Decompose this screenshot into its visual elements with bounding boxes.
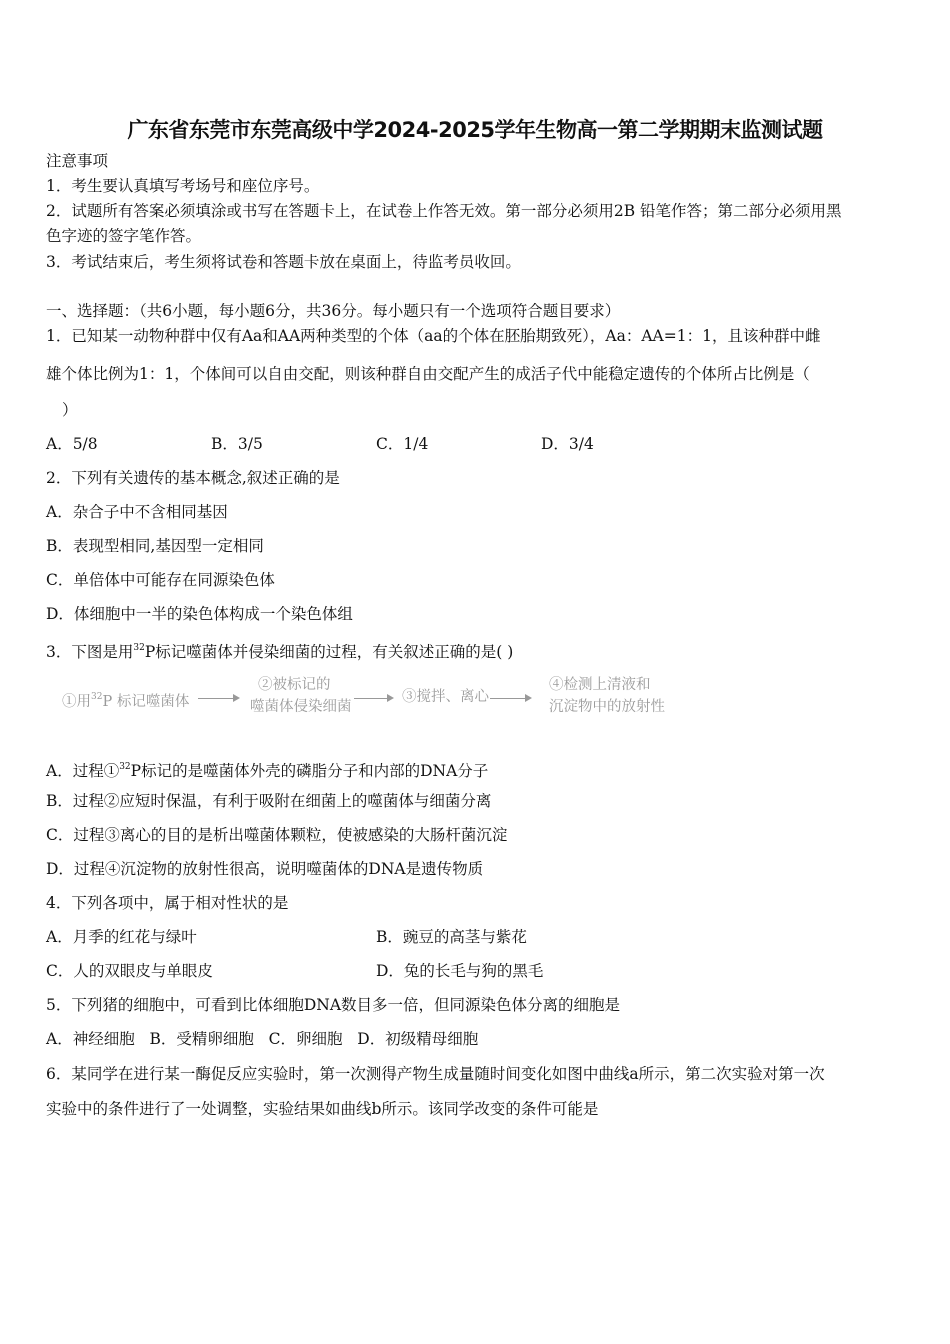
q1-option-d: D．3/4: [541, 435, 594, 453]
diagram-step-1: [62, 687, 189, 712]
q3-stem: [46, 638, 513, 662]
q3-option-d: D．过程④沉淀物的放射性很高，说明噬菌体的DNA是遗传物质: [46, 860, 484, 878]
q1-stem: ）: [62, 401, 78, 419]
q3-optA-pre: A．过程①: [46, 762, 120, 780]
q3-optA-post: P标记的是噬菌体外壳的磷脂分子和内部的DNA分子: [130, 762, 489, 780]
q3-stem-post: P标记噬菌体并侵染细菌的过程，有关叙述正确的是( ): [144, 643, 514, 661]
q3-process-diagram: [62, 675, 672, 721]
q3-optA-sup: 32: [119, 762, 131, 772]
q1-stem: 雄个体比例为1：1，个体间可以自由交配，则该种群自由交配产生的成活子代中能稳定遗传的个体所占比例是（: [46, 365, 810, 383]
q1-option-c: C．1/4: [376, 435, 429, 453]
q6-stem: 6．某同学在进行某一酶促反应实验时，第一次测得产物生成量随时间变化如图中曲线a所示，第二次实验对第一次: [46, 1065, 825, 1083]
q5-options: A．神经细胞 B．受精卵细胞 C．卵细胞 D．初级精母细胞: [46, 1030, 479, 1048]
q4-option-c: C．人的双眼皮与单眼皮: [46, 962, 213, 980]
q1-option-a: A．5/8: [46, 435, 98, 453]
q3-option-c: C．过程③离心的目的是析出噬菌体颗粒，使被感染的大肠杆菌沉淀: [46, 826, 508, 844]
q1-stem: 1．已知某一动物种群中仅有Aa和AA两种类型的个体（aa的个体在胚胎期致死），Aa：AA=1：1，且该种群中雌: [46, 327, 821, 345]
q3-sup: 32: [133, 643, 145, 653]
q3-stem-pre: 3．下图是用: [46, 643, 134, 661]
diagram-step-2a: ②被标记的: [258, 677, 331, 693]
diagram-step-4b: 沉淀物中的放射性: [549, 699, 665, 715]
q2-option-d: D．体细胞中一半的染色体构成一个染色体组: [46, 605, 353, 623]
section-heading: 一、选择题：（共6小题，每小题6分，共36分。每小题只有一个选项符合题目要求）: [46, 302, 621, 320]
diagram-step-4a: ④检测上清液和: [549, 677, 651, 693]
step1-sup: 32: [91, 692, 103, 702]
notice-item: 色字迹的签字笔作答。: [46, 227, 202, 245]
notice-item: 3．考试结束后，考生须将试卷和答题卡放在桌面上，待监考员收回。: [46, 253, 521, 271]
q5-stem: 5．下列猪的细胞中，可看到比体细胞DNA数目多一倍，但同源染色体分离的细胞是: [46, 996, 621, 1014]
q1-option-b: B．3/5: [211, 435, 263, 453]
q2-option-c: C．单倍体中可能存在同源染色体: [46, 571, 275, 589]
step1-post: P 标记噬菌体: [102, 694, 190, 710]
notice-item: 2．试题所有答案必须填涂或书写在答题卡上，在试卷上作答无效。第一部分必须用2B 铅笔作答；第二部分必须用黑: [46, 202, 842, 220]
diagram-step-2b: 噬菌体侵染细菌: [250, 699, 352, 715]
q4-option-b: B．豌豆的高茎与紫花: [376, 928, 527, 946]
q4-stem: 4．下列各项中，属于相对性状的是: [46, 894, 289, 912]
arrow-icon: [354, 698, 392, 699]
page-title: 广东省东莞市东莞高级中学2024-2025学年生物高一第二学期期末监测试题: [127, 118, 823, 142]
notice-heading: 注意事项: [46, 152, 109, 170]
step1-pre: ①用: [62, 694, 91, 710]
arrow-icon: [490, 698, 530, 699]
q2-stem: 2．下列有关遗传的基本概念,叙述正确的是: [46, 469, 340, 487]
arrow-icon: [198, 698, 238, 699]
notice-item: 1．考生要认真填写考场号和座位序号。: [46, 177, 320, 195]
q6-stem: 实验中的条件进行了一处调整，实验结果如曲线b所示。该同学改变的条件可能是: [46, 1100, 599, 1118]
q4-option-d: D．兔的长毛与狗的黑毛: [376, 962, 544, 980]
q4-option-a: A．月季的红花与绿叶: [46, 928, 197, 946]
q2-option-b: B．表现型相同,基因型一定相同: [46, 537, 264, 555]
q3-option-a: [46, 757, 488, 781]
q2-option-a: A．杂合子中不含相同基因: [46, 503, 228, 521]
diagram-step-3: ③搅拌、离心: [402, 689, 489, 705]
q3-option-b: B．过程②应短时保温，有利于吸附在细菌上的噬菌体与细菌分离: [46, 792, 492, 810]
